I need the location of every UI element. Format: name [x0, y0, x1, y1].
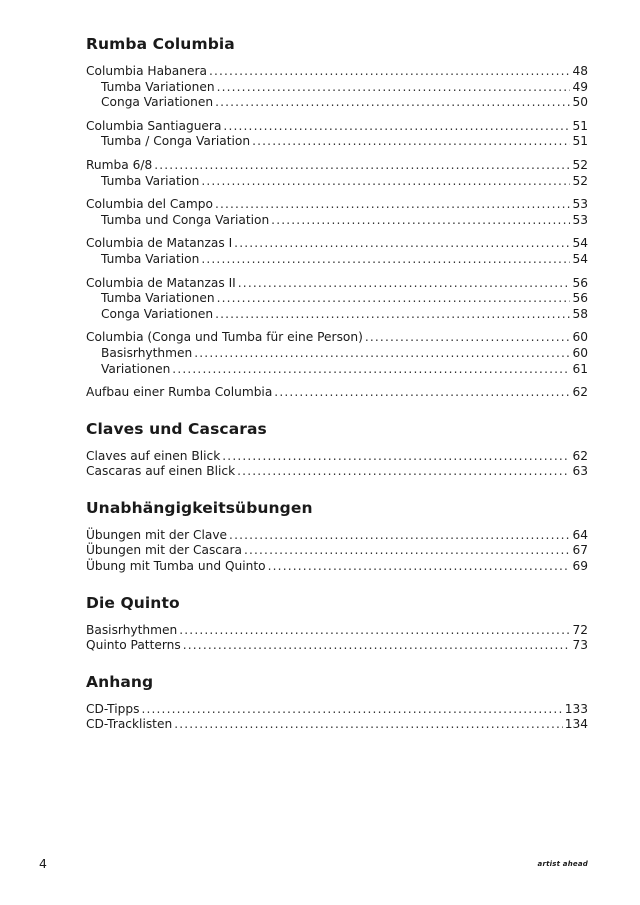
entry-page-number: 63 — [572, 464, 588, 479]
dot-leader — [209, 64, 571, 80]
entry-label: CD-Tracklisten — [86, 717, 173, 732]
entry-label: Tumba Variationen — [101, 79, 215, 94]
toc-section — [86, 34, 588, 401]
dot-leader — [141, 702, 562, 718]
dot-leader — [194, 346, 570, 362]
entry-label: Columbia de Matanzas II — [86, 275, 236, 290]
toc-entry[interactable] — [86, 449, 588, 465]
dot-leader — [172, 362, 570, 378]
entry-page-number: 49 — [572, 79, 588, 94]
toc-entry[interactable] — [86, 276, 588, 292]
toc-entry[interactable] — [86, 64, 588, 80]
dot-leader — [179, 623, 570, 639]
toc-group — [86, 158, 588, 189]
entry-label: Tumba Variationen — [101, 291, 215, 306]
toc-entry[interactable] — [86, 119, 588, 135]
toc-group — [86, 119, 588, 150]
entry-page-number: 67 — [572, 543, 588, 558]
toc-subentry[interactable] — [86, 80, 588, 96]
toc-group — [86, 623, 588, 654]
dot-leader — [223, 119, 570, 135]
entry-page-number: 134 — [564, 717, 588, 732]
dot-leader — [234, 236, 570, 252]
section-title: Claves und Cascaras — [86, 419, 267, 438]
entry-page-number: 54 — [572, 251, 588, 266]
section-title: Anhang — [86, 672, 154, 691]
dot-leader — [229, 528, 570, 544]
entry-label: CD-Tipps — [86, 701, 140, 716]
toc-entry[interactable] — [86, 464, 588, 480]
toc-entry[interactable] — [86, 543, 588, 559]
entry-page-number: 133 — [564, 701, 588, 716]
toc-group — [86, 449, 588, 480]
entry-label: Conga Variationen — [101, 306, 214, 321]
toc-group — [86, 64, 588, 111]
entry-label: Übungen mit der Cascara — [86, 543, 242, 558]
entry-label: Claves auf einen Blick — [86, 448, 221, 463]
dot-leader — [201, 252, 570, 268]
dot-leader — [215, 95, 570, 111]
toc-section — [86, 593, 588, 654]
toc-entry[interactable] — [86, 197, 588, 213]
dot-leader — [268, 559, 571, 575]
dot-leader — [238, 276, 571, 292]
toc-entry[interactable] — [86, 559, 588, 575]
dot-leader — [222, 449, 570, 465]
entry-page-number: 56 — [572, 291, 588, 306]
entry-page-number: 53 — [572, 212, 588, 227]
entry-page-number: 52 — [572, 157, 588, 172]
toc-group — [86, 702, 588, 733]
entry-page-number: 58 — [572, 306, 588, 321]
toc-group — [86, 385, 588, 401]
entry-page-number: 60 — [572, 345, 588, 360]
entry-label: Tumba Variation — [101, 173, 200, 188]
toc-entry[interactable] — [86, 330, 588, 346]
entry-page-number: 51 — [572, 118, 588, 133]
dot-leader — [217, 291, 571, 307]
toc-group — [86, 236, 588, 267]
toc-section — [86, 419, 588, 480]
page-number: 4 — [39, 856, 47, 871]
dot-leader — [274, 385, 570, 401]
entry-page-number: 62 — [572, 385, 588, 400]
toc-entry[interactable] — [86, 158, 588, 174]
dot-leader — [365, 330, 571, 346]
entry-label: Columbia Santiaguera — [86, 118, 222, 133]
toc-entry[interactable] — [86, 702, 588, 718]
toc-entry[interactable] — [86, 385, 588, 401]
entry-page-number: 51 — [572, 134, 588, 149]
entry-label: Columbia Habanera — [86, 64, 207, 78]
section-title: Unabhängigkeitsübungen — [86, 498, 313, 517]
toc-group — [86, 528, 588, 575]
entry-label: Aufbau einer Rumba Columbia — [86, 385, 273, 400]
entry-label: Basisrhythmen — [101, 345, 193, 360]
toc-subentry[interactable] — [86, 291, 588, 307]
dot-leader — [183, 638, 571, 654]
entry-page-number: 69 — [572, 559, 588, 574]
section-title: Rumba Columbia — [86, 35, 235, 53]
entry-page-number: 50 — [572, 95, 588, 110]
entry-label: Conga Variationen — [101, 95, 214, 110]
toc-section — [86, 672, 588, 733]
toc-entry[interactable] — [86, 717, 588, 733]
entry-label: Columbia de Matanzas I — [86, 236, 233, 251]
entry-label: Tumba und Conga Variation — [101, 212, 270, 227]
entry-page-number: 73 — [572, 638, 588, 653]
entry-label: Basisrhythmen — [86, 622, 178, 637]
dot-leader — [154, 158, 570, 174]
entry-page-number: 54 — [572, 236, 588, 251]
entry-label: Rumba 6/8 — [86, 157, 153, 172]
toc-group — [86, 276, 588, 323]
toc-entry[interactable] — [86, 528, 588, 544]
dot-leader — [201, 174, 570, 190]
toc-subentry[interactable] — [86, 346, 588, 362]
toc-subentry[interactable] — [86, 174, 588, 190]
dot-leader — [252, 134, 570, 150]
toc-subentry[interactable] — [86, 307, 588, 323]
dot-leader — [174, 717, 563, 733]
entry-page-number: 56 — [572, 275, 588, 290]
toc-entry[interactable] — [86, 236, 588, 252]
toc-group — [86, 330, 588, 377]
toc-group — [86, 197, 588, 228]
toc-subentry[interactable] — [86, 362, 588, 378]
entry-label: Columbia del Campo — [86, 197, 213, 212]
dot-leader — [215, 197, 571, 213]
entry-page-number: 62 — [572, 448, 588, 463]
entry-label: Tumba / Conga Variation — [101, 134, 251, 149]
entry-label: Quinto Patterns — [86, 638, 181, 653]
entry-page-number: 61 — [572, 361, 588, 376]
section-title: Die Quinto — [86, 593, 180, 612]
toc-entry[interactable] — [86, 638, 588, 654]
toc-subentry[interactable] — [86, 134, 588, 150]
entry-page-number: 53 — [572, 197, 588, 212]
entry-page-number: 72 — [572, 622, 588, 637]
entry-page-number: 60 — [572, 330, 588, 345]
entry-page-number: 48 — [572, 64, 588, 78]
entry-page-number: 52 — [572, 173, 588, 188]
entry-label: Übung mit Tumba und Quinto — [86, 559, 266, 574]
dot-leader — [237, 464, 570, 480]
entry-label: Columbia (Conga und Tumba für eine Person) — [86, 330, 363, 345]
toc-section — [86, 498, 588, 575]
publisher-brand: artist ahead — [537, 860, 588, 868]
entry-label: Cascaras auf einen Blick — [86, 464, 236, 479]
dot-leader — [215, 307, 570, 323]
entry-label: Tumba Variation — [101, 251, 200, 266]
entry-page-number: 64 — [572, 527, 588, 542]
toc-subentry[interactable] — [86, 95, 588, 111]
toc-entry[interactable] — [86, 623, 588, 639]
entry-label: Übungen mit der Clave — [86, 527, 228, 542]
entry-label: Variationen — [101, 361, 171, 376]
table-of-contents — [86, 34, 588, 751]
dot-leader — [271, 213, 570, 229]
dot-leader — [217, 80, 571, 96]
toc-subentry[interactable] — [86, 252, 588, 268]
dot-leader — [244, 543, 571, 559]
toc-subentry[interactable] — [86, 213, 588, 229]
